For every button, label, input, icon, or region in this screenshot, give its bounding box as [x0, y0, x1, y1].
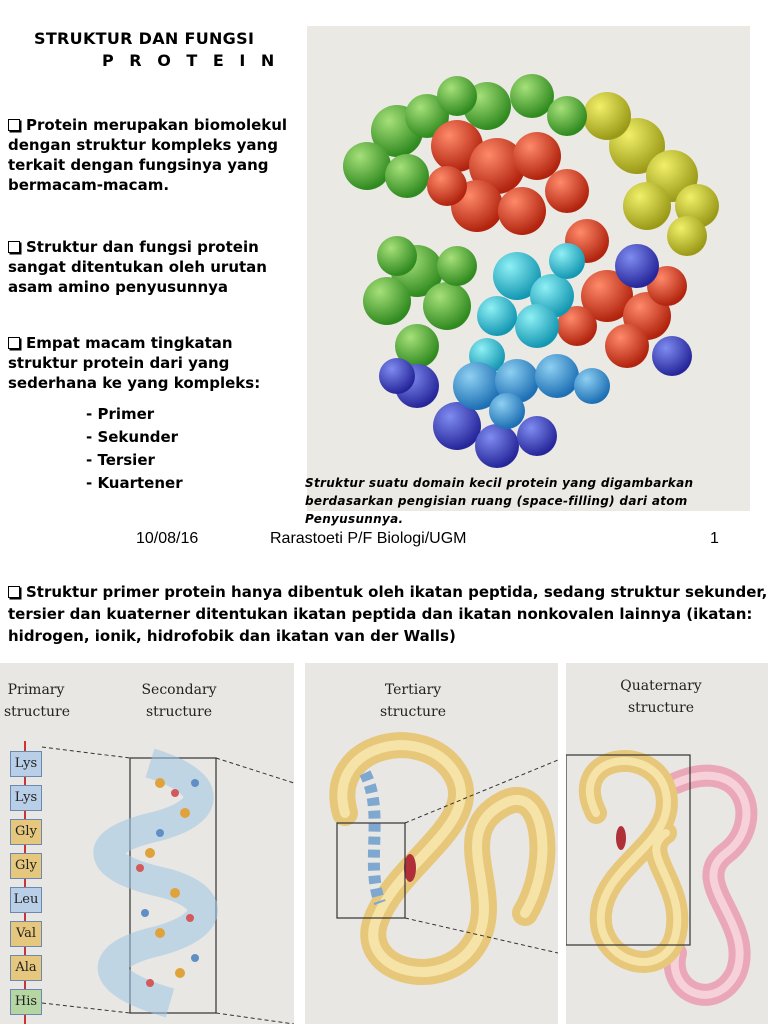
primary-structure-paragraph [8, 581, 768, 647]
title-line-1: STRUKTUR DAN FUNGSI [34, 29, 255, 48]
amino-acid-box: Ala [10, 955, 42, 981]
footer-page-number: 1 [710, 530, 719, 547]
caption-text-1: Struktur suatu domain kecil protein yang digambarkan berdasarkan pengisian ruang [305, 476, 694, 508]
bullet-1-text: Protein merupakan biomolekul dengan struktur kompleks yang terkait dengan fungsinya yang bermacam-macam. [8, 116, 288, 194]
image-caption [305, 474, 765, 528]
checkbox-bullet-icon [8, 586, 20, 598]
caption-text-2: dari atom Penyusunnya. [305, 494, 688, 526]
quaternary-assembly-illustration [566, 663, 768, 1024]
amino-acid-box: Lys [10, 785, 42, 811]
label-quaternary-structure: Quaternary structure [620, 678, 702, 716]
amino-acid-box: Gly [10, 853, 42, 879]
label-primary-structure: Primary structure [4, 682, 70, 720]
footer-date: 10/08/16 [136, 530, 199, 547]
panel-quaternary [566, 663, 768, 1024]
caption-emphasis: (space-filling) [516, 494, 615, 508]
amino-acid-box: Leu [10, 887, 42, 913]
structure-levels-list [86, 403, 183, 495]
footer-author: Rarastoeti P/F Biologi/UGM [270, 530, 467, 547]
checkbox-bullet-icon [8, 337, 20, 349]
amino-acid-box: Lys [10, 751, 42, 777]
bullet-3-text: Empat macam tingkatan struktur protein dari yang sederhana ke yang kompleks: [8, 334, 261, 392]
list-item: - Tersier [86, 451, 155, 469]
list-item: - Sekunder [86, 428, 179, 446]
amino-acid-box: Val [10, 921, 42, 947]
bullet-2 [8, 237, 300, 297]
paragraph-text: Struktur primer protein hanya dibentuk oleh ikatan peptida, sedang struktur sekunder, tersier dan kuaterner ditentukan ikatan peptida dan ikatan nonkovalen lainnya (ikatan: hidrogen, ionik, hidrofobik dan ikatan van der Walls) [8, 583, 768, 645]
list-item: - Primer [86, 405, 155, 423]
panel-primary-secondary [0, 663, 294, 1024]
list-item: - Kuartener [86, 474, 183, 492]
title-line-2: P R O T E I N [102, 51, 280, 70]
protein-space-filling-image [307, 26, 750, 511]
helix-illustration [0, 663, 294, 1024]
amino-acid-box: Gly [10, 819, 42, 845]
bullet-3 [8, 333, 290, 393]
bullet-1 [8, 115, 308, 195]
amino-acid-box: His [10, 989, 42, 1015]
tertiary-fold-illustration [305, 663, 558, 1024]
panel-tertiary [305, 663, 558, 1024]
checkbox-bullet-icon [8, 119, 20, 131]
page-title [34, 28, 279, 72]
label-secondary-structure: Secondary structure [141, 682, 217, 720]
protein-molecule-illustration [307, 26, 750, 511]
checkbox-bullet-icon [8, 241, 20, 253]
bullet-2-text: Struktur dan fungsi protein sangat ditentukan oleh urutan asam amino penyusunnya [8, 238, 267, 296]
label-tertiary-structure: Tertiary structure [380, 682, 446, 720]
